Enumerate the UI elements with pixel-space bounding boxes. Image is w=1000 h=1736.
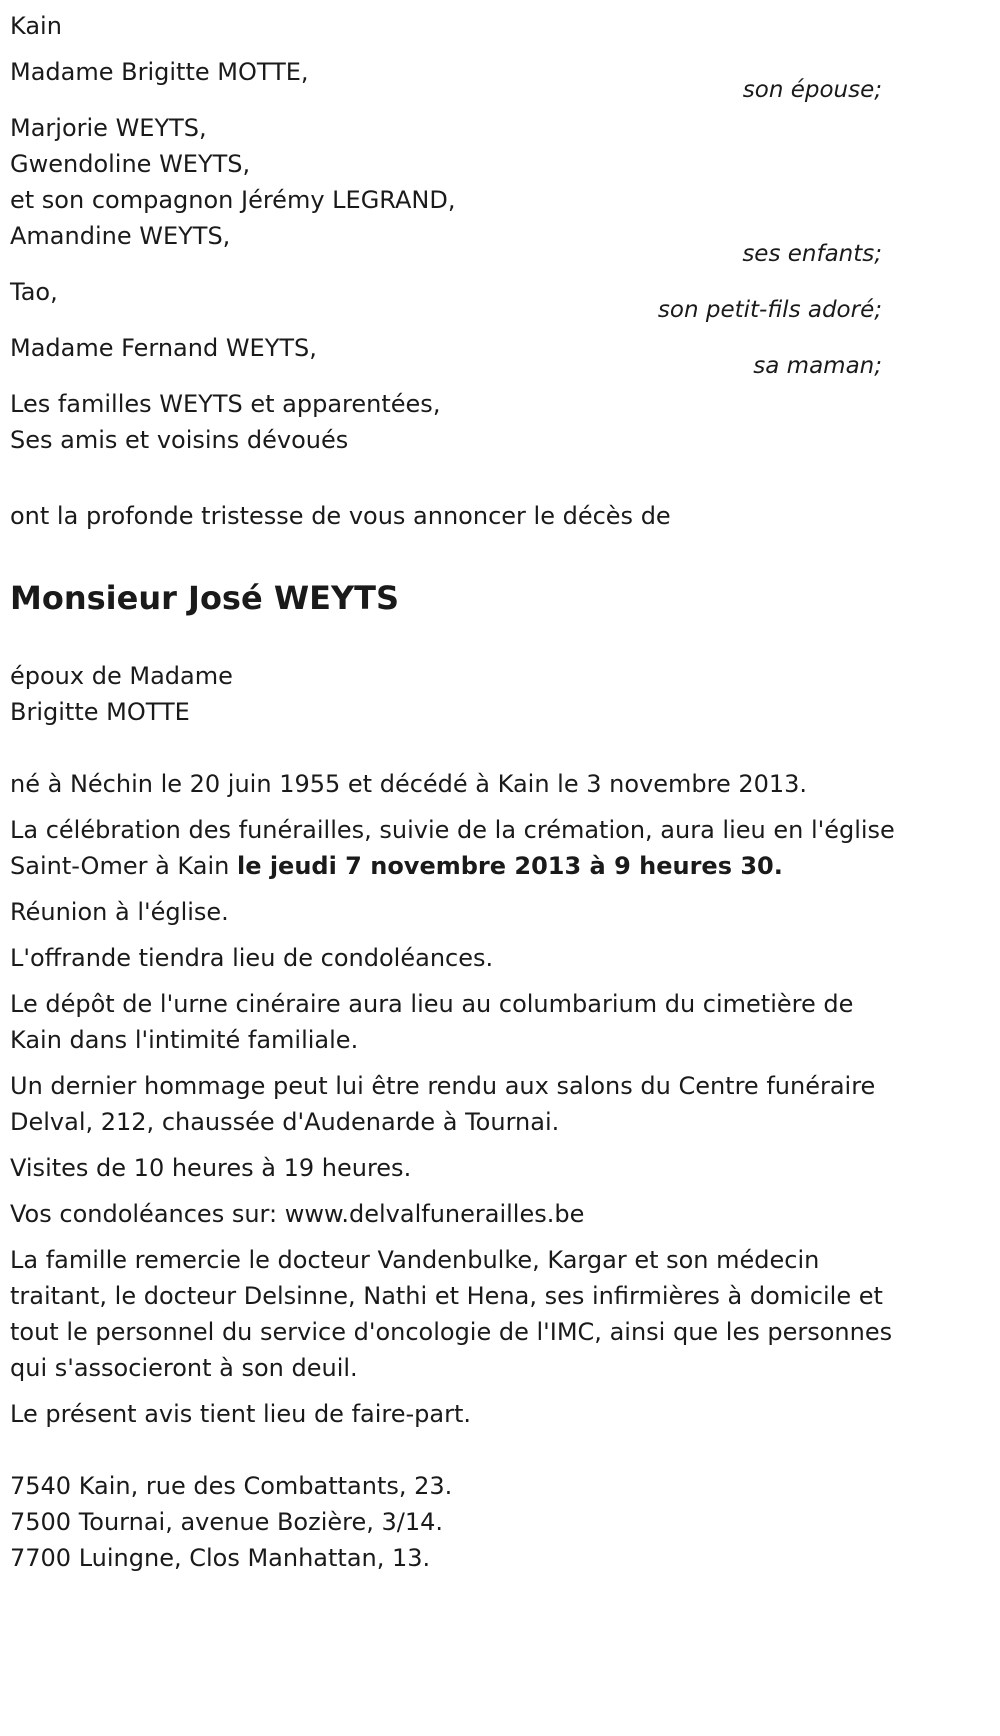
family-role: sa maman; [753, 353, 882, 379]
meeting-info: Réunion à l'église. [10, 898, 229, 926]
thanks-info: La famille remercie le docteur Vandenbulke, Kargar et son médecin traitant, le docteur Delsinne, Nathi et Hena, ses infirmières à domicile et tout le personnel du service d'oncologie de l'IMC, ainsi que les personnes qui s'associeront à son deuil. [10, 1246, 893, 1382]
family-member: Madame Fernand WEYTS, [10, 334, 317, 362]
family-role: son épouse; [742, 77, 882, 103]
ceremony-text: La célébration des funérailles, suivie de la crémation, aura lieu en l'église Saint-Omer à Kain [10, 816, 895, 880]
notice-info: Le présent avis tient lieu de faire-part. [10, 1400, 472, 1428]
city-header: Kain [10, 12, 62, 40]
family-group-mother [10, 330, 990, 380]
relatives-line: Les familles WEYTS et apparentées, [10, 390, 441, 418]
offering-info: L'offrande tiendra lieu de condoléances. [10, 944, 494, 972]
urn-info: Le dépôt de l'urne cinéraire aura lieu au columbarium du cimetière de Kain dans l'intimité familiale. [10, 990, 854, 1054]
other-relatives [10, 386, 990, 458]
deceased-name: Monsieur José WEYTS [10, 579, 400, 617]
family-member: Amandine WEYTS, [10, 222, 231, 250]
addresses [10, 1468, 990, 1576]
family-member: Madame Brigitte MOTTE, [10, 58, 309, 86]
family-member: Gwendoline WEYTS, [10, 150, 251, 178]
birth-death-info: né à Néchin le 20 juin 1955 et décédé à Kain le 3 novembre 2013. [10, 770, 808, 798]
spouse-info [10, 658, 990, 730]
relatives-line: Ses amis et voisins dévoués [10, 426, 349, 454]
family-role: ses enfants; [742, 241, 882, 267]
visits-info: Visites de 10 heures à 19 heures. [10, 1154, 412, 1182]
spouse-line: époux de Madame [10, 662, 233, 690]
condolences-link[interactable]: Vos condoléances sur: www.delvalfunerailles.be [10, 1200, 585, 1228]
family-group-grandson [10, 274, 990, 324]
tribute-info: Un dernier hommage peut lui être rendu aux salons du Centre funéraire Delval, 212, chaussée d'Audenarde à Tournai. [10, 1072, 876, 1136]
family-member: Tao, [10, 278, 58, 306]
family-role: son petit-fils adoré; [657, 297, 882, 323]
announcement-text: ont la profonde tristesse de vous annoncer le décès de [10, 502, 671, 530]
address-line: 7500 Tournai, avenue Bozière, 3/14. [10, 1508, 444, 1536]
family-member: et son compagnon Jérémy LEGRAND, [10, 186, 456, 214]
ceremony-info [10, 812, 910, 884]
family-group-spouse [10, 54, 990, 104]
address-line: 7700 Luingne, Clos Manhattan, 13. [10, 1544, 431, 1572]
family-group-children [10, 110, 990, 268]
address-line: 7540 Kain, rue des Combattants, 23. [10, 1472, 453, 1500]
spouse-line: Brigitte MOTTE [10, 698, 190, 726]
family-member: Marjorie WEYTS, [10, 114, 207, 142]
ceremony-date: le jeudi 7 novembre 2013 à 9 heures 30. [236, 852, 783, 880]
